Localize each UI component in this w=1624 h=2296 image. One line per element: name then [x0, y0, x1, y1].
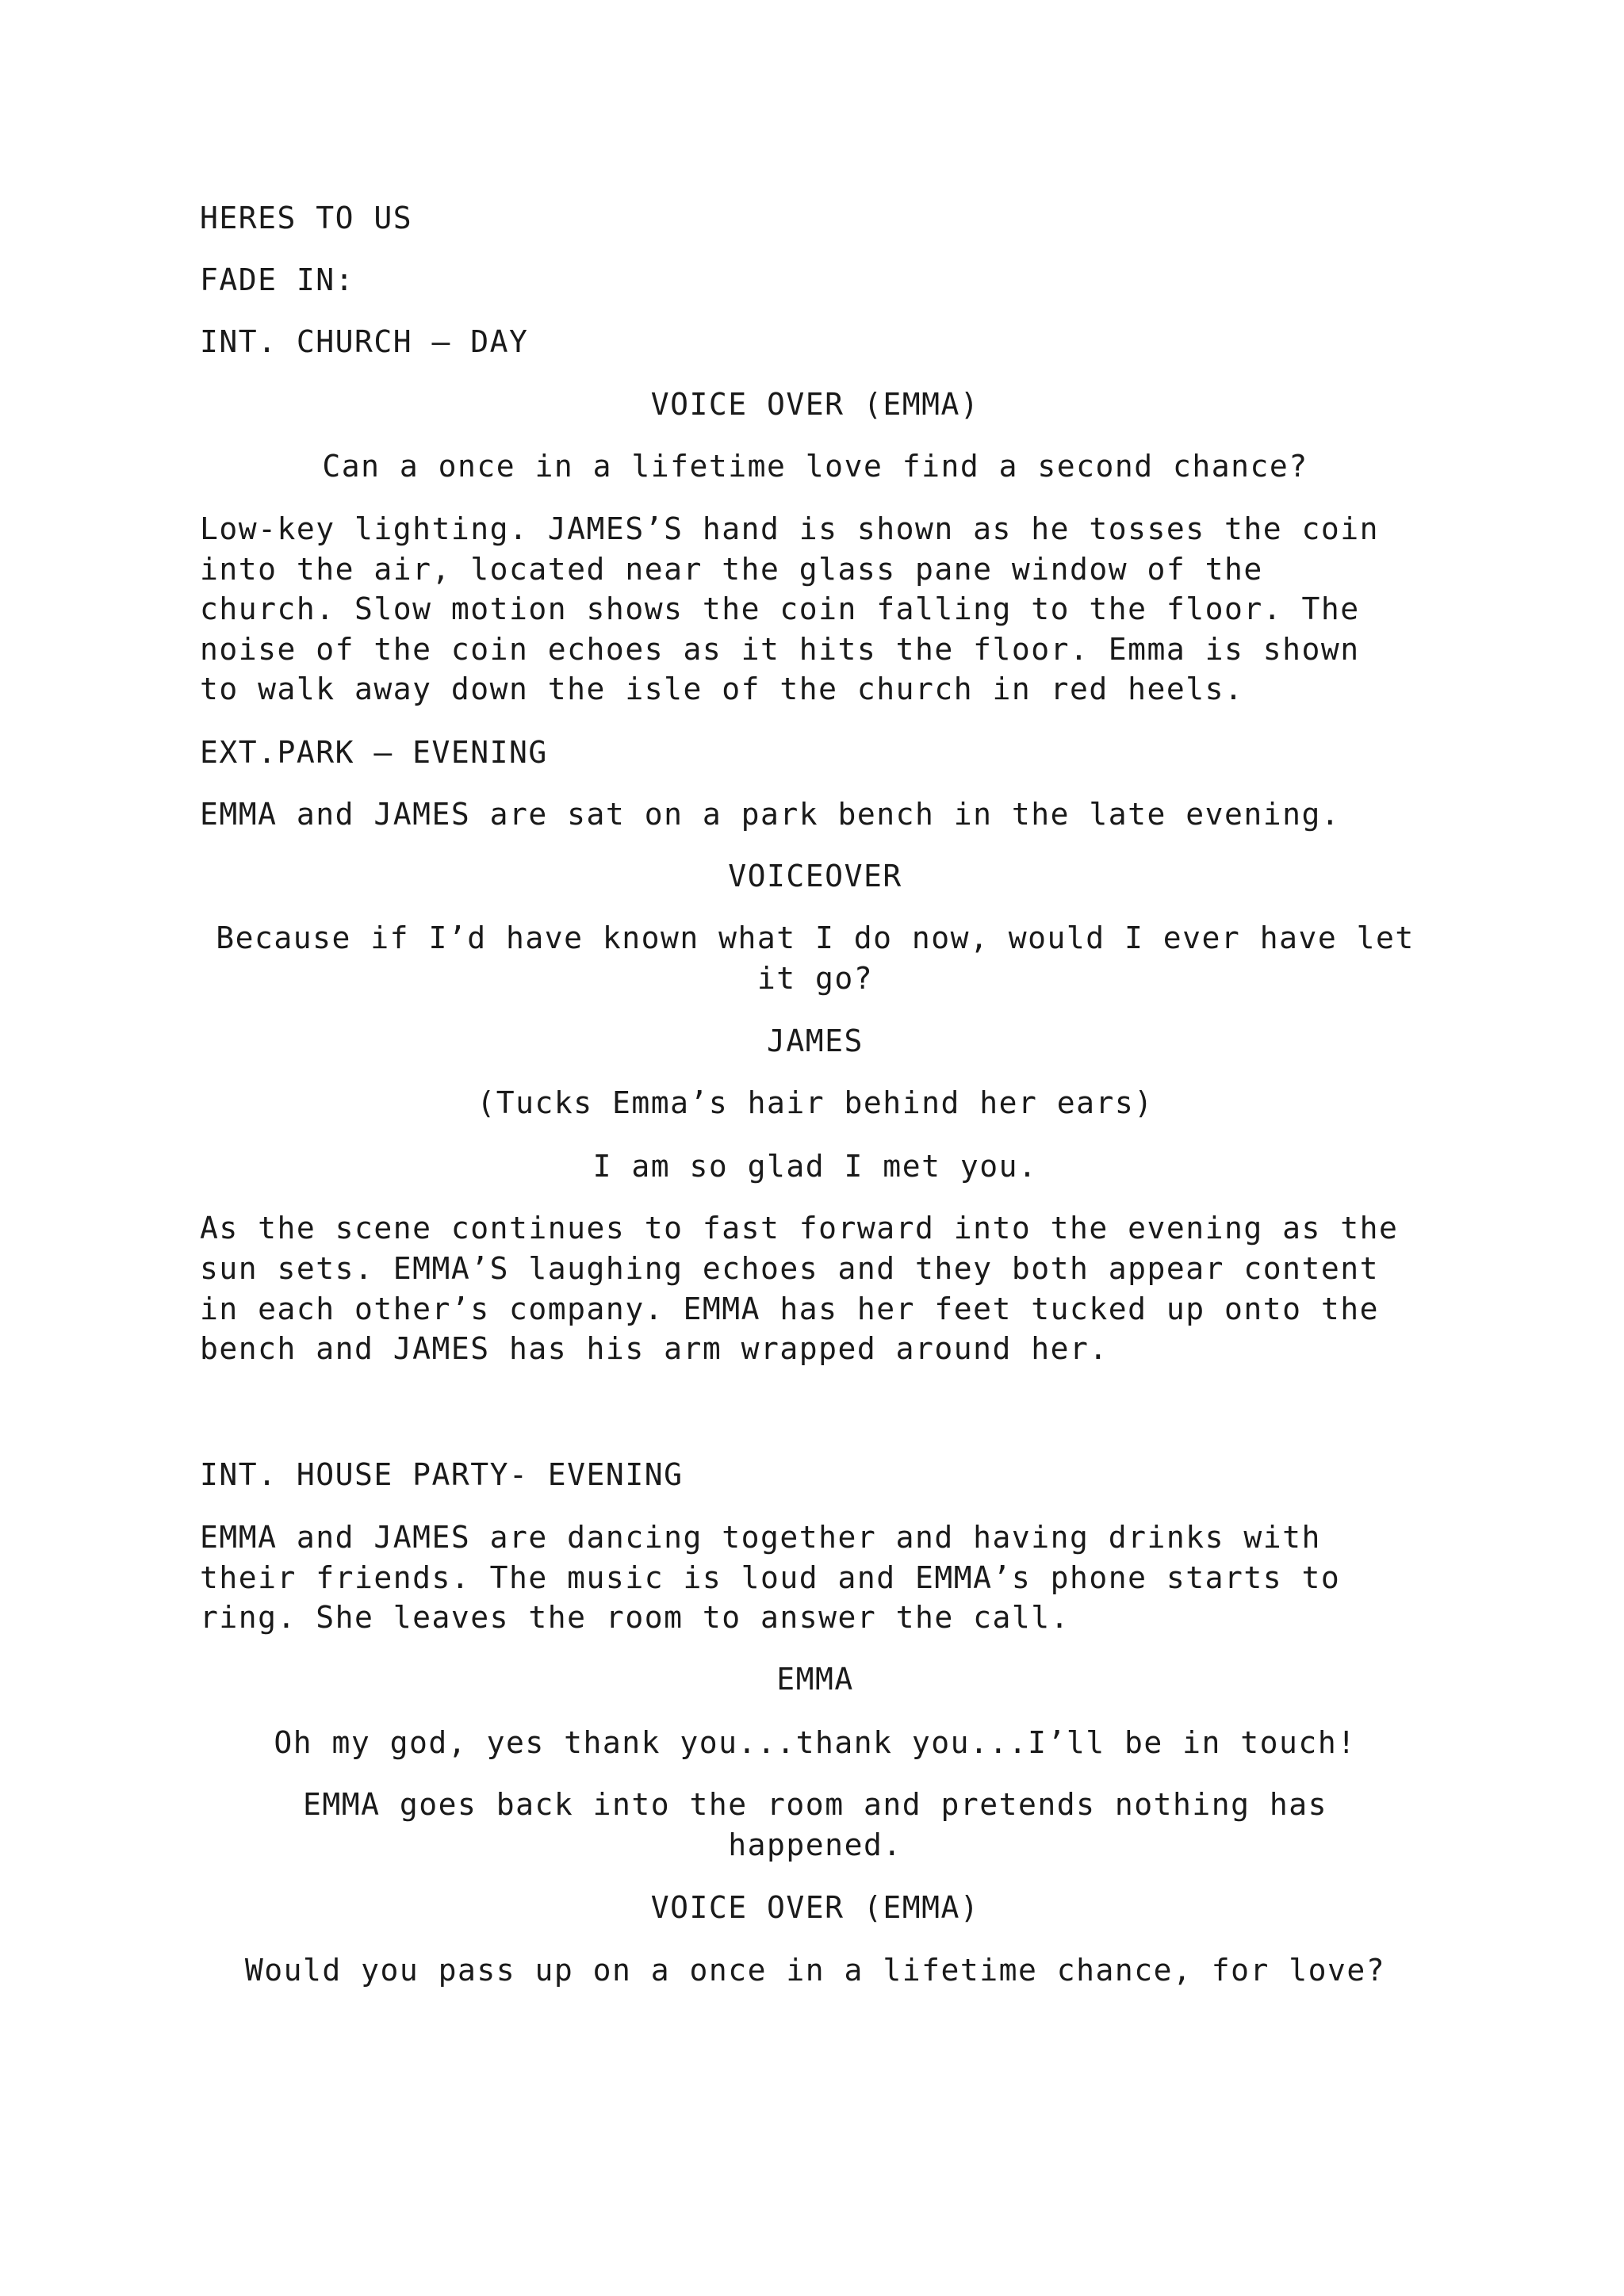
action-line: sun sets. EMMA’S laughing echoes and they both appear content: [200, 1251, 1380, 1286]
character-voice-over-emma: VOICE OVER (EMMA): [650, 387, 980, 422]
action-line: As the scene continues to fast forward into the evening as the: [200, 1211, 1399, 1246]
dialogue-pass-up-chance: Would you pass up on a once in a lifetime chance, for love?: [244, 1953, 1386, 1988]
action-line: church. Slow motion shows the coin falling to the floor. The: [200, 591, 1360, 626]
dialogue-line: it go?: [756, 961, 874, 996]
scene-heading-church: INT. CHURCH – DAY: [200, 324, 529, 359]
parenthetical: (Tucks Emma’s hair behind her ears): [477, 1085, 1154, 1120]
character-voiceover: VOICEOVER: [728, 859, 902, 894]
action-line: ring. She leaves the room to answer the call.: [200, 1600, 1071, 1635]
action-line: their friends. The music is loud and EMMA’s phone starts to: [200, 1560, 1341, 1595]
action-line: Low-key lighting. JAMES’S hand is shown as he tosses the coin: [200, 511, 1380, 546]
action-park-bench: EMMA and JAMES are sat on a park bench in the late evening.: [200, 797, 1341, 832]
action-line: to walk away down the isle of the church in red heels.: [200, 672, 1244, 706]
dialogue-phone-call: Oh my god, yes thank you...thank you...I’ll be in touch!: [274, 1725, 1357, 1760]
scene-heading-park: EXT.PARK – EVENING: [200, 735, 548, 770]
character-james: JAMES: [767, 1024, 864, 1058]
action-line-centered: EMMA goes back into the room and pretends nothing has: [302, 1787, 1328, 1822]
action-line: into the air, located near the glass pane window of the: [200, 552, 1263, 587]
dialogue-glad-met-you: I am so glad I met you.: [592, 1149, 1038, 1184]
action-line: EMMA and JAMES are dancing together and having drinks with: [200, 1520, 1321, 1555]
dialogue-line: Because if I’d have known what I do now, would I ever have let: [216, 920, 1415, 955]
action-line: bench and JAMES has his arm wrapped around her.: [200, 1331, 1109, 1366]
script-title: HERES TO US: [200, 201, 413, 235]
action-line-centered: happened.: [728, 1827, 902, 1862]
fade-in: FADE IN:: [200, 262, 355, 297]
action-line: noise of the coin echoes as it hits the floor. Emma is shown: [200, 632, 1360, 667]
character-voice-over-emma-2: VOICE OVER (EMMA): [650, 1890, 980, 1925]
character-emma: EMMA: [776, 1662, 854, 1697]
dialogue-second-chance: Can a once in a lifetime love find a second chance?: [322, 449, 1308, 484]
scene-heading-house-party: INT. HOUSE PARTY- EVENING: [200, 1457, 684, 1492]
action-line: in each other’s company. EMMA has her feet tucked up onto the: [200, 1292, 1380, 1326]
